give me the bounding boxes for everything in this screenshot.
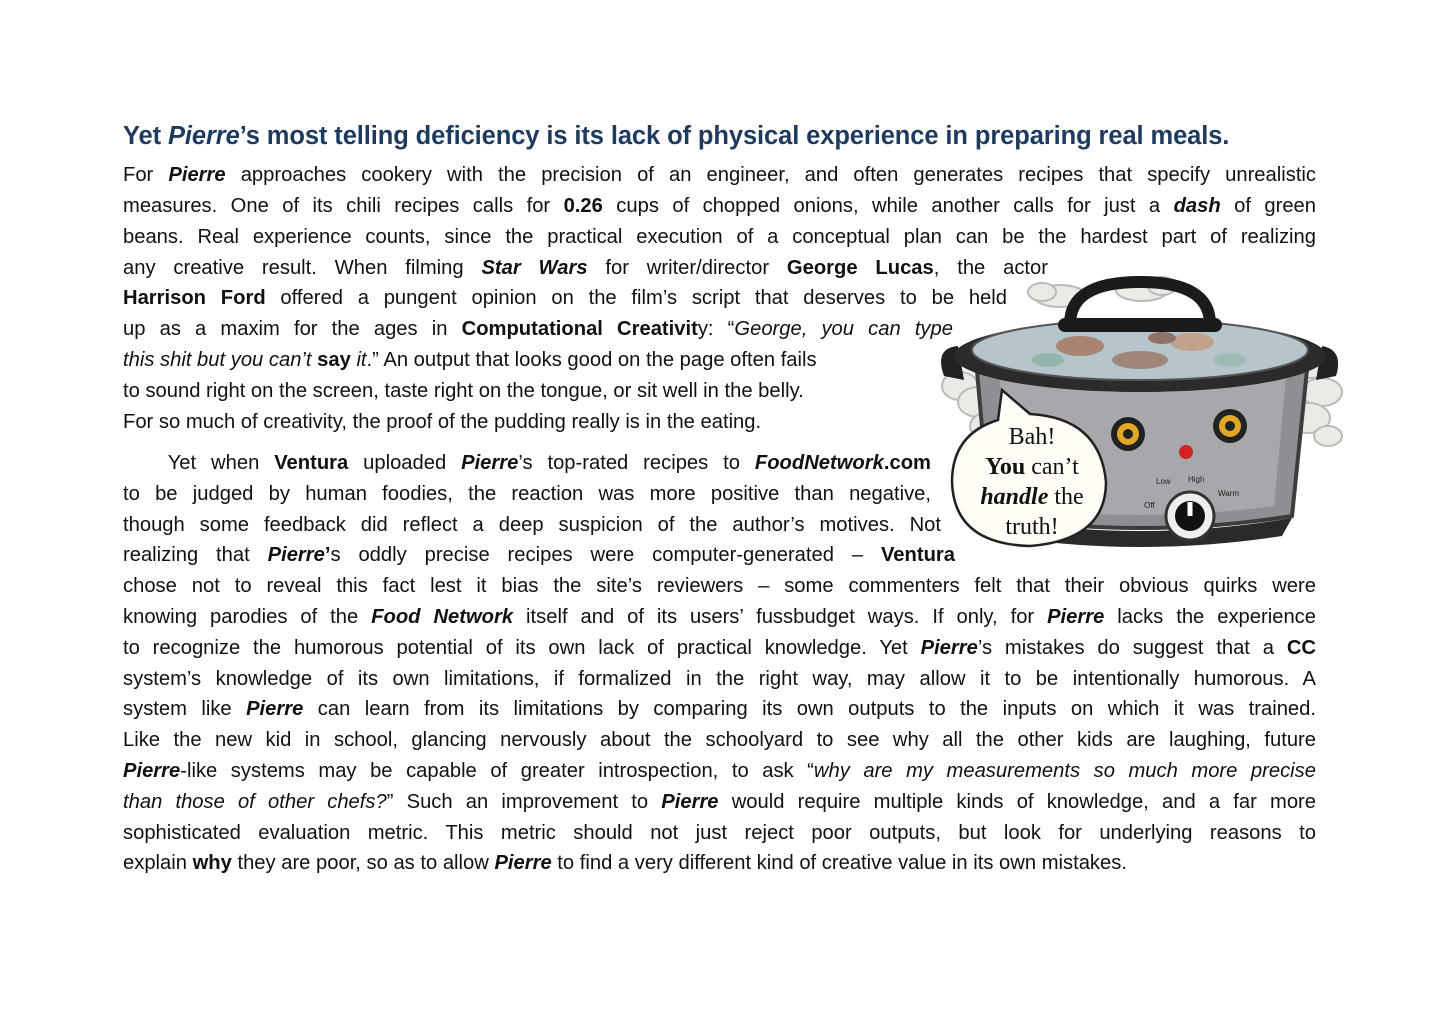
text-run: Ventura xyxy=(274,452,349,474)
text-run: CC xyxy=(1286,637,1316,659)
text-run: any creative result. When filming xyxy=(123,257,482,279)
text-line xyxy=(123,664,1316,694)
slow-cooker-illustration xyxy=(930,268,1350,558)
dial-label-high: High xyxy=(1188,475,1205,484)
text-run: itself and of its users’ fussbudget ways. If only, for xyxy=(513,606,1048,628)
text-line xyxy=(123,448,931,478)
text-line xyxy=(123,253,1048,283)
text-run: .com xyxy=(883,452,931,474)
bubble-line-3: handle the xyxy=(980,484,1084,510)
text-run: Food Network xyxy=(371,606,514,628)
text-run: Pierre xyxy=(1047,606,1105,628)
text-run: than those of other chefs? xyxy=(123,791,387,813)
text-run: to find a very different kind of creative value in its own mistakes. xyxy=(551,852,1127,874)
bubble-line-1: Bah! xyxy=(1008,424,1056,450)
text-run: beans. Real experience counts, since the practical execution of a conceptual plan can be the hardest part of realizing xyxy=(123,226,1316,248)
text-run: it xyxy=(356,349,367,371)
text-run: -like systems may be capable of greater introspection, to ask “ xyxy=(180,760,814,782)
text-run: they are poor, so as to allow xyxy=(231,852,495,874)
text-run: system like xyxy=(123,698,247,720)
text-run: why xyxy=(192,852,232,874)
text-run: For so much of creativity, the proof of the pudding really is in the eating. xyxy=(123,411,762,433)
text-run: Ventura xyxy=(880,544,955,566)
dial-label-warm: Warm xyxy=(1218,489,1240,498)
text-run: Pierre xyxy=(168,164,226,186)
text-run: for writer/director xyxy=(587,257,787,279)
text-run: Yet when xyxy=(123,452,275,474)
text-run: Like the new kid in school, glancing nervously about the schoolyard to see why all the other kids are laughing, future xyxy=(123,729,1316,751)
text-run: ’ xyxy=(324,544,331,566)
text-run: FoodNetwork xyxy=(754,452,884,474)
text-run: sophisticated evaluation metric. This metric should not just reject poor outputs, but look for underlying reasons to xyxy=(123,822,1316,844)
text-line xyxy=(123,160,1316,190)
text-line xyxy=(123,756,1316,786)
text-run: system’s knowledge of its own limitations, if formalized in the right way, may allow it to be intentionally humorous. A xyxy=(123,668,1316,690)
text-run: though some feedback did reflect a deep suspicion of the author’s motives. Not xyxy=(123,514,941,536)
bubble-line-4: truth! xyxy=(1005,514,1059,540)
bubble-line-2: You can’t xyxy=(985,454,1079,480)
text-run: Pierre xyxy=(246,698,304,720)
text-run: why are my measurements so much more precise xyxy=(813,760,1316,782)
text-run: to sound right on the screen, taste right on the tongue, or sit well in the belly. xyxy=(123,380,804,402)
text-run: to be judged by human foodies, the reaction was more positive than negative, xyxy=(123,483,931,505)
dial-label-low: Low xyxy=(1156,477,1171,486)
text-run: uploaded xyxy=(348,452,462,474)
text-line xyxy=(123,283,1007,313)
text-run: this shit but you can’t xyxy=(123,349,318,371)
text-line xyxy=(123,407,863,437)
text-run: Pierre xyxy=(123,760,181,782)
heading-text: ’s most telling deficiency is its lack of physical experience in preparing real meals. xyxy=(239,122,1230,150)
text-run: would require multiple kinds of knowledge, and a far more xyxy=(718,791,1316,813)
text-run: George, you can type xyxy=(734,318,953,340)
text-run: Pierre xyxy=(920,637,978,659)
text-run: offered a pungent opinion on the film’s script that deserves to be held xyxy=(265,287,1007,309)
text-run: explain xyxy=(123,852,193,874)
text-line xyxy=(123,602,1316,632)
text-run: lacks the experience xyxy=(1104,606,1316,628)
text-line xyxy=(123,540,955,570)
text-run: Computational Creativit xyxy=(461,318,698,340)
text-run: knowing parodies of the xyxy=(123,606,372,628)
dial-label-off: Off xyxy=(1144,501,1155,510)
section-heading xyxy=(123,122,1323,151)
heading-text: Yet xyxy=(123,122,168,150)
dial-knob-icon xyxy=(1166,492,1214,540)
text-line xyxy=(123,510,941,540)
text-line xyxy=(123,479,931,509)
text-line xyxy=(123,848,1263,878)
text-run: to recognize the humorous potential of its own lack of practical knowledge. Yet xyxy=(123,637,921,659)
text-run: ’s top-rated recipes to xyxy=(518,452,755,474)
text-run: up as a maxim for the ages in xyxy=(123,318,462,340)
text-line xyxy=(123,818,1316,848)
text-run: Pierre xyxy=(494,852,552,874)
text-run: of green xyxy=(1220,195,1317,217)
text-run: dash xyxy=(1173,195,1221,217)
text-run: 0.26 xyxy=(563,195,603,217)
text-line xyxy=(123,376,917,406)
text-run: George Lucas xyxy=(786,257,934,279)
text-run: cups of chopped onions, while another calls for just a xyxy=(602,195,1174,217)
text-line xyxy=(123,633,1316,663)
text-line xyxy=(123,694,1316,724)
text-run: For xyxy=(123,164,169,186)
text-line xyxy=(123,345,927,375)
text-run: Pierre xyxy=(267,544,325,566)
text-line xyxy=(123,222,1316,252)
text-run: s oddly precise recipes were computer-generated – xyxy=(330,544,881,566)
text-run: ” Such an improvement to xyxy=(386,791,662,813)
text-run: can learn from its limitations by comparing its own outputs to the inputs on which it was trained. xyxy=(303,698,1316,720)
text-run: Pierre xyxy=(661,791,719,813)
text-line xyxy=(123,787,1316,817)
heading-pierre: Pierre xyxy=(167,122,240,150)
text-run: ’s mistakes do suggest that a xyxy=(977,637,1287,659)
text-run: , the actor xyxy=(933,257,1048,279)
text-run: Star Wars xyxy=(481,257,588,279)
text-run: approaches cookery with the precision of an engineer, and often generates recipes that specify unrealistic xyxy=(225,164,1317,186)
text-run: .” An output that looks good on the page often fails xyxy=(366,349,817,371)
power-light-icon xyxy=(1179,445,1193,459)
text-run: chose not to reveal this fact lest it bias the site’s reviewers – some commenters felt that their obvious quirks were xyxy=(123,575,1316,597)
text-run: realizing that xyxy=(123,544,268,566)
text-line xyxy=(123,191,1316,221)
text-run: y: “ xyxy=(697,318,735,340)
text-run: say xyxy=(317,349,351,371)
text-run: Harrison Ford xyxy=(123,287,266,309)
text-run: Pierre xyxy=(461,452,519,474)
text-run: measures. One of its chili recipes calls for xyxy=(123,195,564,217)
text-line xyxy=(123,314,953,344)
text-line xyxy=(123,571,1316,601)
text-line xyxy=(123,725,1316,755)
